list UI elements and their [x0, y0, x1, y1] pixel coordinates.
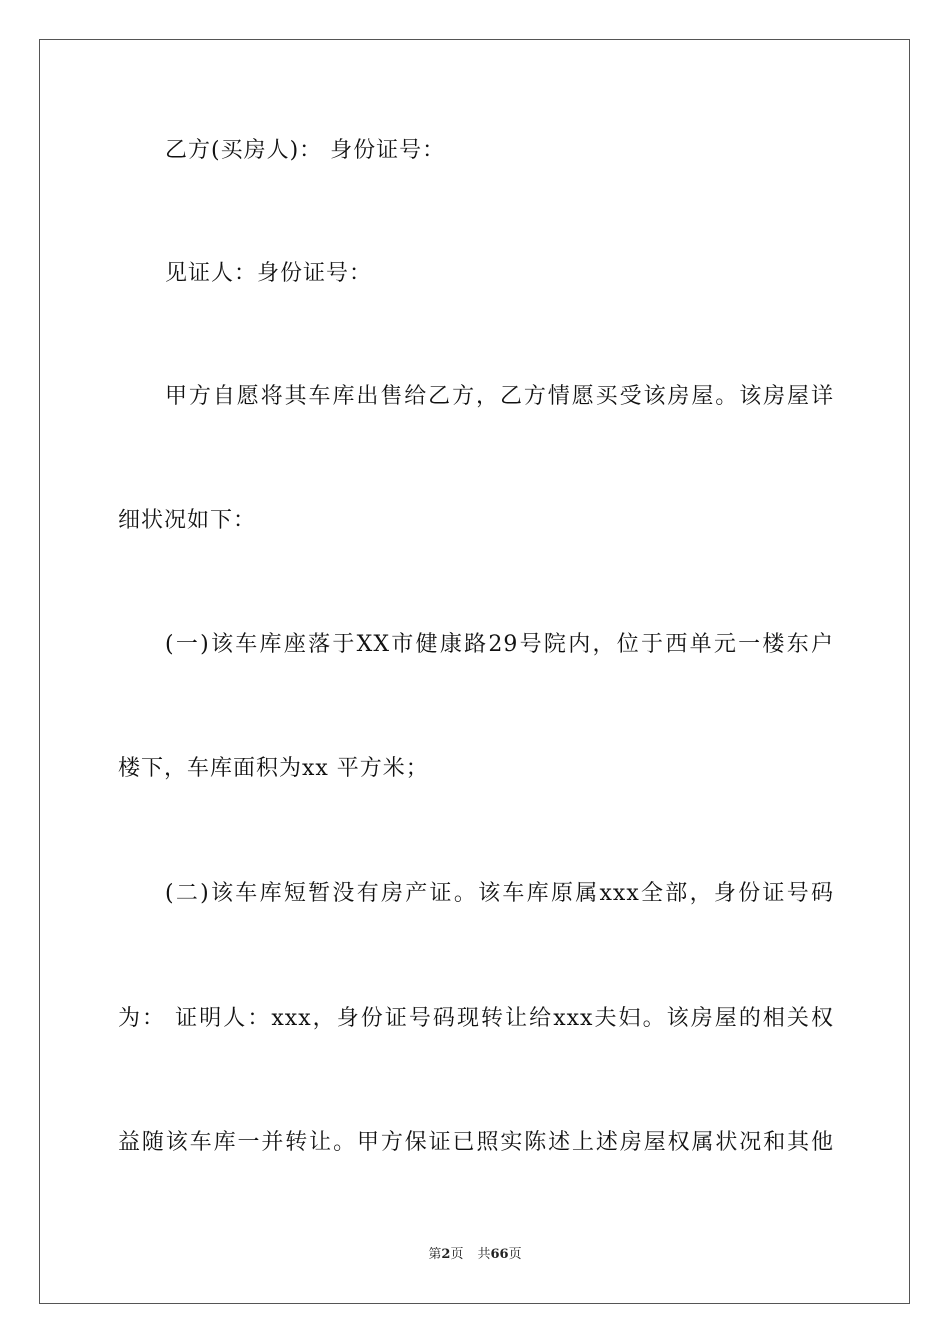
- total-prefix: 共: [477, 1247, 491, 1262]
- paragraph-sale-line-2: 细状况如下：: [118, 508, 257, 533]
- page-border: [39, 39, 910, 1304]
- page-suffix: 页: [450, 1247, 464, 1262]
- paragraph-witness-line: 见证人：身份证号：: [165, 261, 373, 286]
- page-prefix: 第: [428, 1247, 442, 1262]
- paragraph-item1-line-1: (一)该车库座落于XX市健康路29号院内，位于西单元一楼东户: [165, 632, 834, 657]
- paragraph-item2-line-2: 为： 证明人：xxx，身份证号码现转让给xxx夫妇。该房屋的相关权: [118, 1006, 834, 1031]
- paragraph-item2-line-1: (二)该车库短暂没有房产证。该车库原属xxx全部，身份证号码: [165, 881, 834, 906]
- paragraph-sale-line-1: 甲方自愿将其车库出售给乙方，乙方情愿买受该房屋。该房屋详: [165, 384, 834, 409]
- paragraph-item2-line-3: 益随该车库一并转让。甲方保证已照实陈述上述房屋权属状况和其他: [118, 1130, 834, 1155]
- total-suffix: 页: [508, 1247, 522, 1262]
- total-pages: 66: [490, 1247, 509, 1262]
- page-number: 2: [441, 1247, 451, 1262]
- paragraph-item1-line-2: 楼下，车库面积为xx 平方米；: [118, 756, 429, 781]
- page-footer: [0, 1246, 950, 1264]
- paragraph-buyer-line: 乙方(买房人)： 身份证号：: [165, 138, 446, 163]
